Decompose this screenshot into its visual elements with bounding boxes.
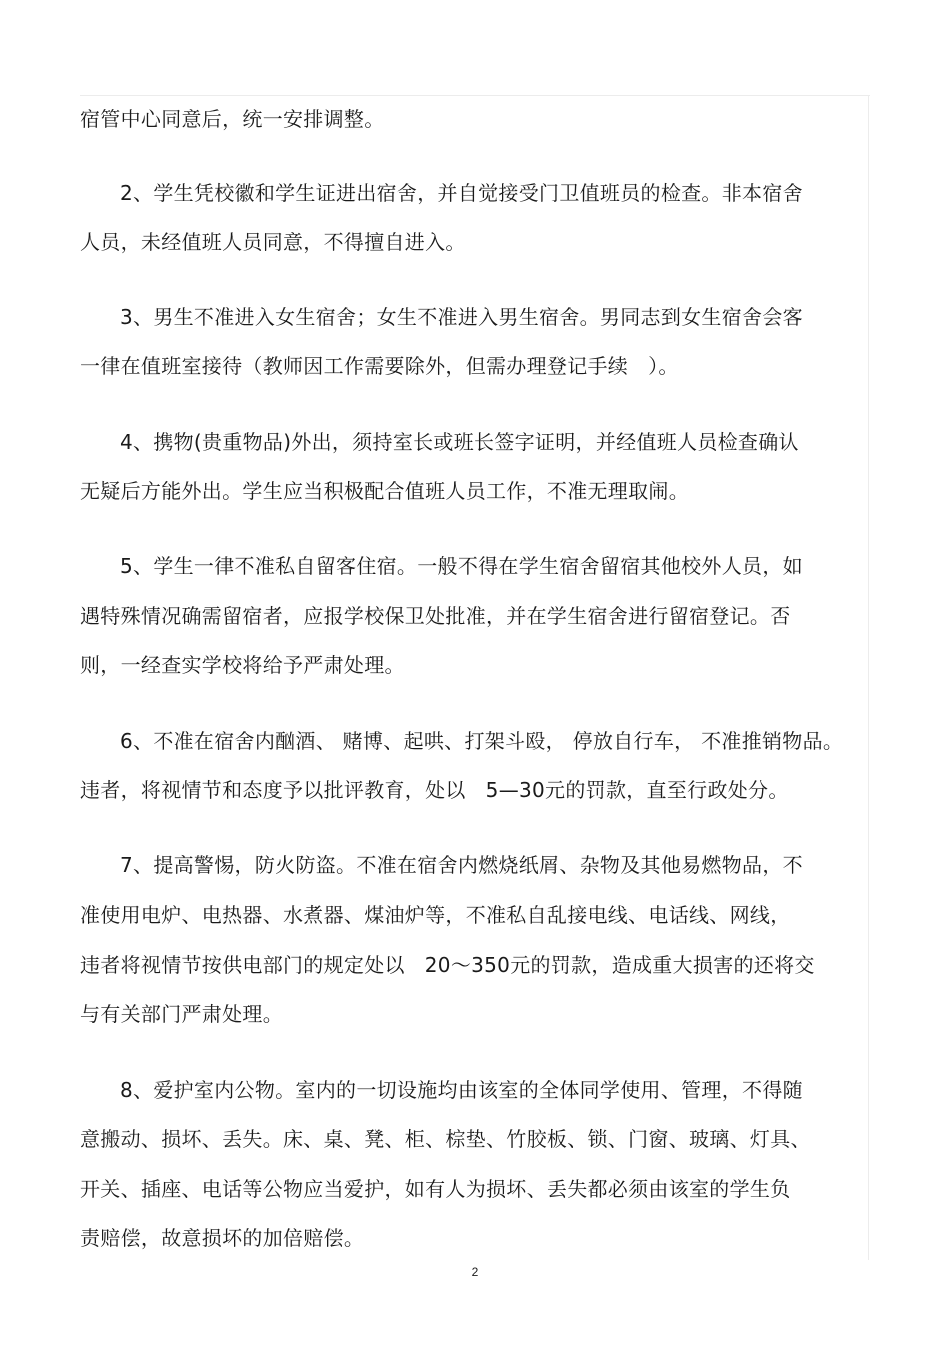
paragraph-8-line-1: 8、爱护室内公物。室内的一切设施均由该室的全体同学使用、管理，不得随 [120,1078,803,1102]
paragraph-7-line-1: 7、提高警惕，防火防盗。不准在宿舍内燃烧纸屑、杂物及其他易燃物品，不 [120,853,803,877]
paragraph-1-line-1: 宿管中心同意后，统一安排调整。 [80,107,385,131]
paragraph-8-line-2: 意搬动、损坏、丢失。床、桌、凳、柜、棕垫、竹胶板、锁、门窗、玻璃、灯具、 [80,1127,811,1151]
paragraph-7-line-3: 违者将视情节按供电部门的规定处以 20～350元的罚款，造成重大损害的还将交 [80,953,815,977]
paragraph-8-line-4: 责赔偿，故意损坏的加倍赔偿。 [80,1226,365,1250]
paragraph-6-line-1: 6、不准在宿舍内酗酒、 赌博、起哄、打架斗殴， 停放自行车， 不准推销物品。 [120,729,844,753]
paragraph-8-line-3: 开关、插座、电话等公物应当爱护，如有人为损坏、丢失都必须由该室的学生负 [80,1177,791,1201]
paragraph-5-line-3: 则，一经查实学校将给予严肃处理。 [80,653,405,677]
paragraph-5-line-2: 遇特殊情况确需留宿者，应报学校保卫处批准，并在学生宿舍进行留宿登记。否 [80,604,791,628]
paragraph-3-line-2: 一律在值班室接待（教师因工作需要除外，但需办理登记手续 ）。 [80,354,679,378]
paragraph-5-line-1: 5、学生一律不准私自留客住宿。一般不得在学生宿舍留宿其他校外人员，如 [120,554,803,578]
paragraph-7-line-2: 准使用电炉、电热器、水煮器、煤油炉等，不准私自乱接电线、电话线、网线， [80,903,791,927]
page-number: 2 [471,1265,479,1279]
paragraph-6-line-2: 违者，将视情节和态度予以批评教育，处以 5—30元的罚款，直至行政处分。 [80,778,789,802]
paragraph-4-line-1: 4、携物(贵重物品)外出，须持室长或班长签字证明，并经值班人员检查确认 [120,430,799,454]
paragraph-7-line-4: 与有关部门严肃处理。 [80,1002,283,1026]
page-border-right [868,95,869,1260]
paragraph-4-line-2: 无疑后方能外出。学生应当积极配合值班人员工作，不准无理取闹。 [80,479,689,503]
paragraph-2-line-1: 2、学生凭校徽和学生证进出宿舍，并自觉接受门卫值班员的检查。非本宿舍 [120,181,803,205]
paragraph-2-line-2: 人员，未经值班人员同意，不得擅自进入。 [80,230,466,254]
paragraph-3-line-1: 3、男生不准进入女生宿舍；女生不准进入男生宿舍。男同志到女生宿舍会客 [120,305,803,329]
page-border-top [80,95,870,96]
